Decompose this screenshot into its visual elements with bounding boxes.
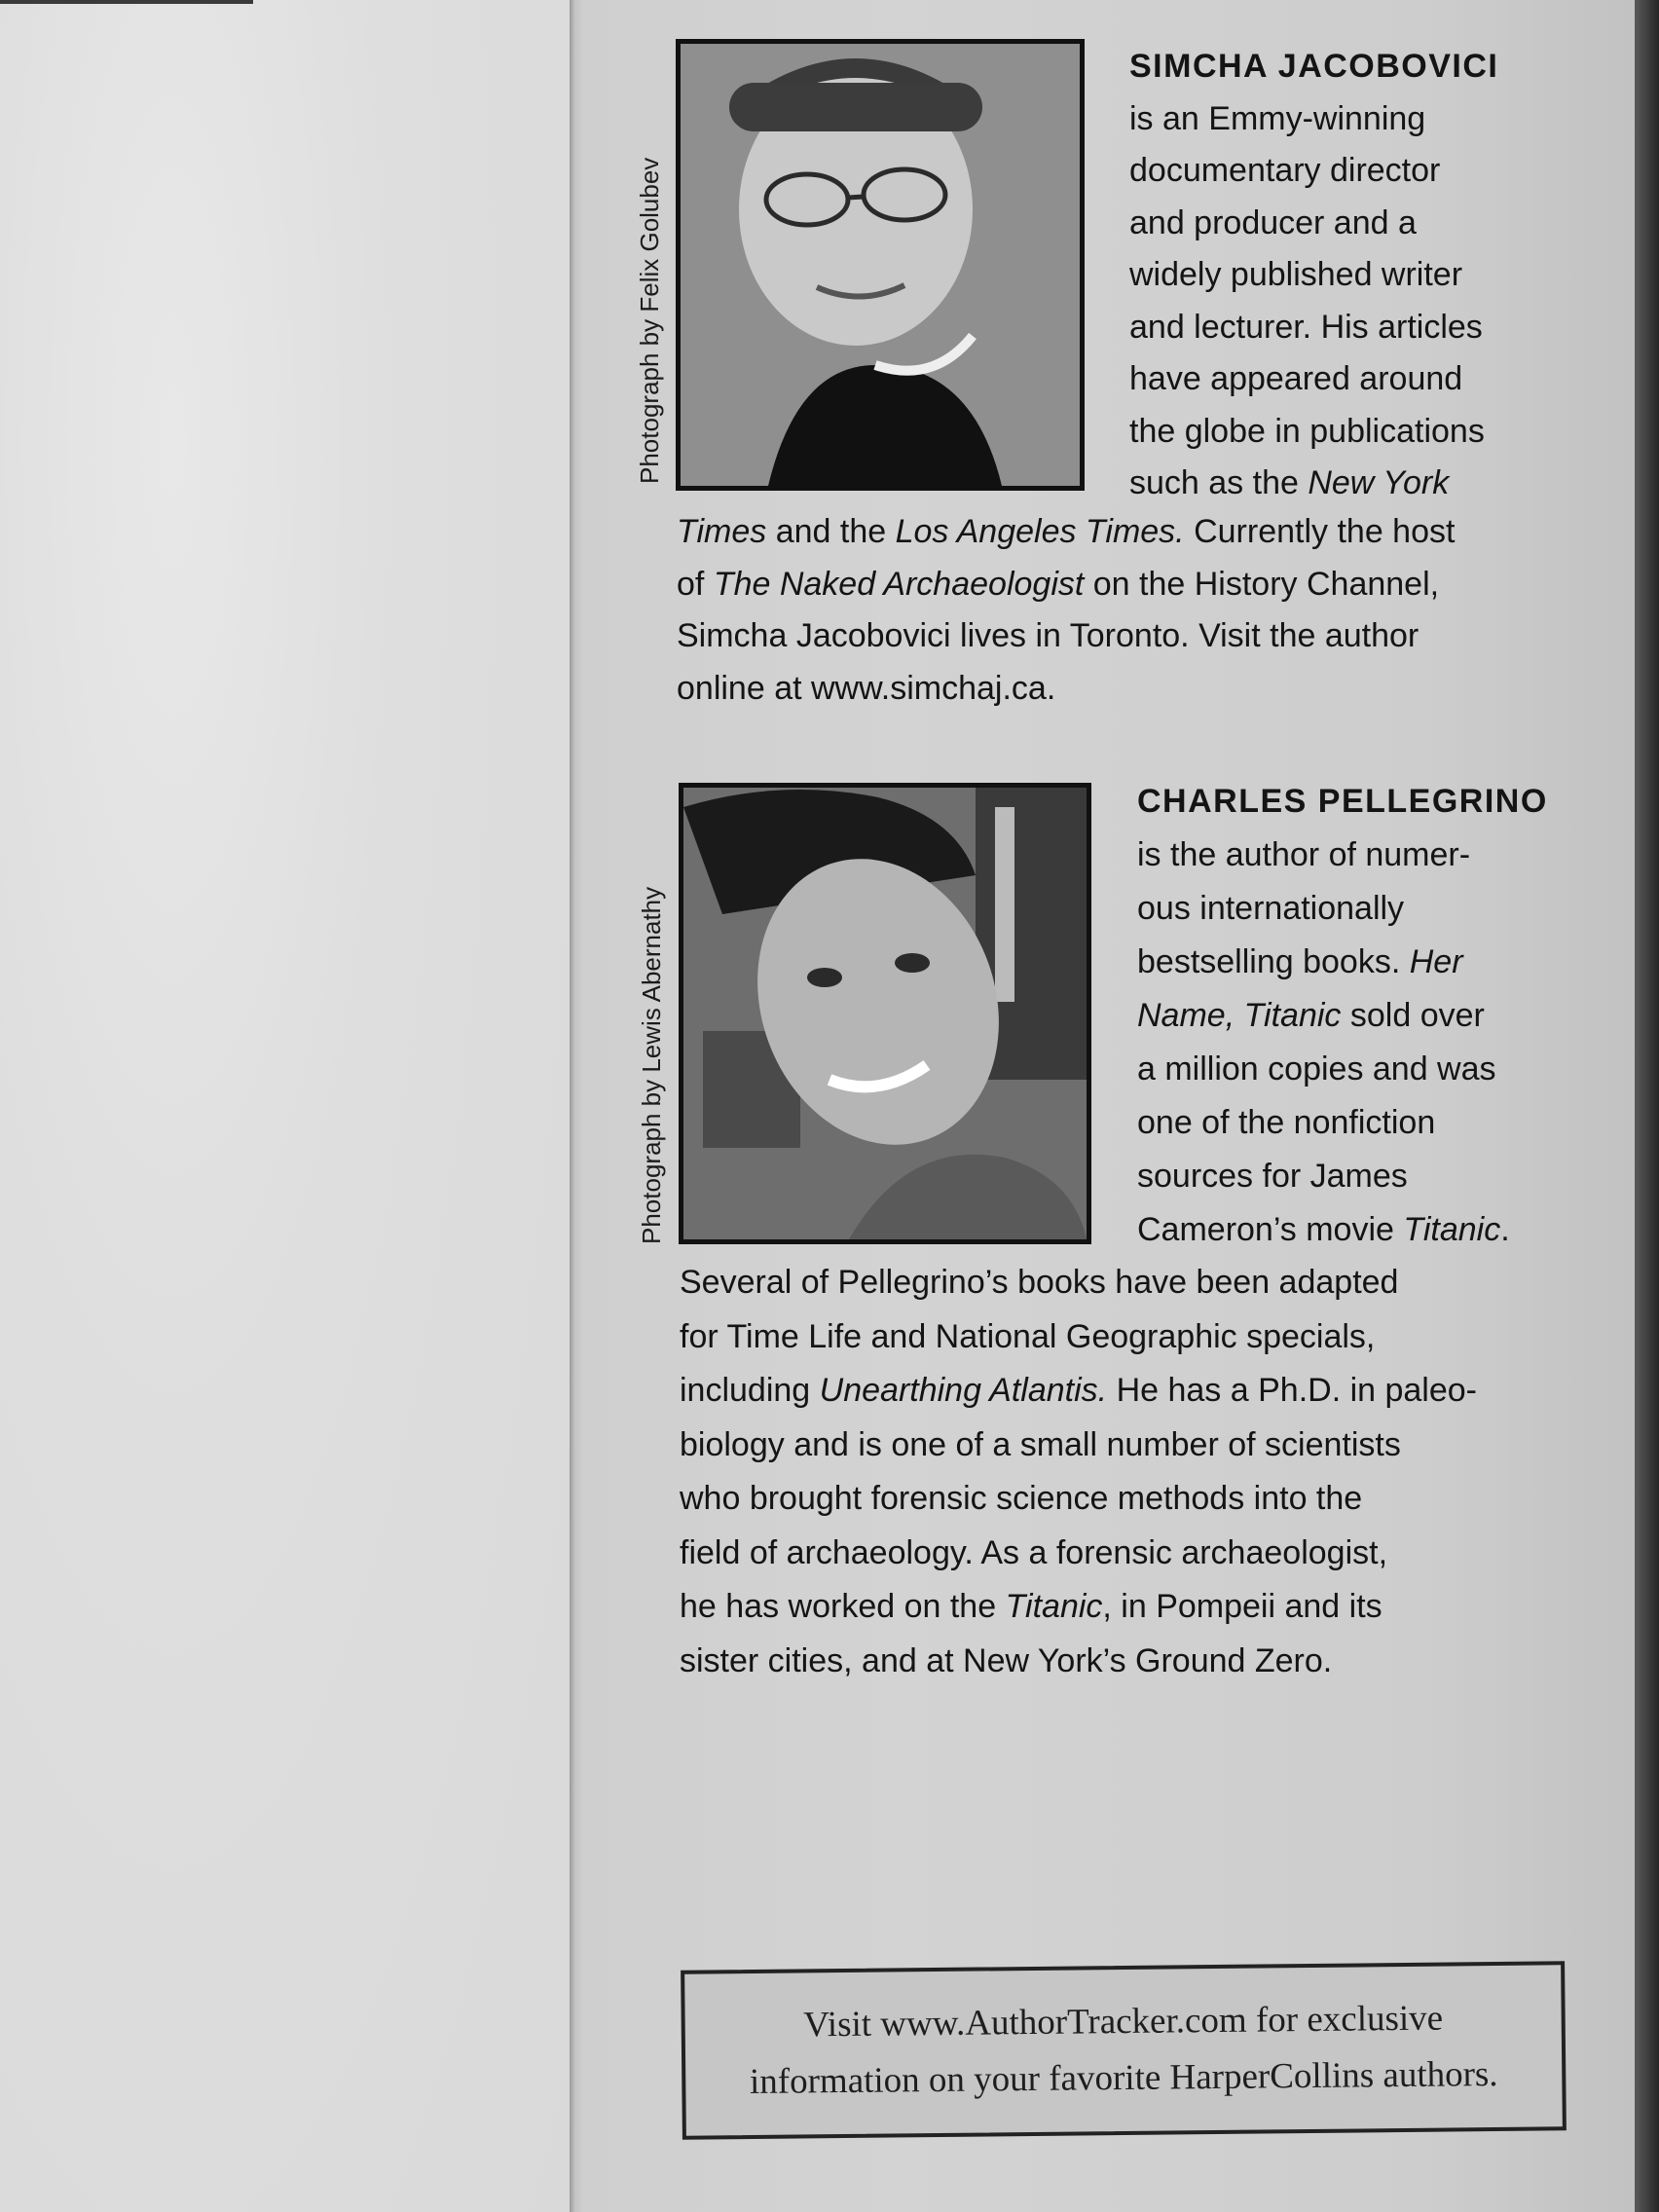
bio-line: have appeared around	[1129, 360, 1463, 397]
author-photo-pellegrino	[679, 783, 1091, 1244]
bio-line: Simcha Jacobovici lives in Toronto. Visit the author	[677, 617, 1419, 654]
author-bio-intro	[1137, 775, 1548, 1257]
author-name: CHARLES PELLEGRINO	[1137, 783, 1548, 820]
bio-line: sources for James	[1137, 1158, 1408, 1195]
bio-line: the globe in publications	[1129, 412, 1485, 450]
bio-line: and lecturer. His articles	[1129, 308, 1483, 346]
author-bio-body	[680, 1256, 1477, 1688]
bio-line: Several of Pellegrino’s books have been adapted	[680, 1264, 1399, 1301]
bio-line: for Time Life and National Geographic specials,	[680, 1317, 1376, 1355]
flap-edge-shadow	[1635, 0, 1659, 2212]
author-tracker-promo	[681, 1961, 1567, 2139]
author-name: SIMCHA JACOBOVICI	[1129, 48, 1499, 85]
book-gutter	[570, 0, 583, 2212]
bio-line: who brought forensic science methods into the	[680, 1480, 1363, 1517]
bio-line: documentary director	[1129, 152, 1441, 189]
bio-line: widely published writer	[1129, 256, 1463, 293]
bio-line: is the author of numer-	[1137, 836, 1471, 873]
blank-endpaper	[0, 0, 574, 2212]
author-photo-jacobovici	[676, 39, 1085, 491]
author-bio-intro	[1129, 41, 1498, 510]
bio-line: ous internationally	[1137, 890, 1405, 927]
bio-line: Name, Titanic sold over	[1137, 997, 1485, 1034]
bio-line: of The Naked Archaeologist on the History Channel,	[677, 565, 1440, 603]
bio-line: Times and the Los Angeles Times. Currently the host	[677, 513, 1456, 550]
bio-line: Cameron’s movie Titanic.	[1137, 1211, 1510, 1248]
bio-line: biology and is one of a small number of scientists	[680, 1425, 1401, 1463]
bio-line: online at www.simchaj.ca.	[677, 669, 1056, 707]
author-bio-body	[677, 506, 1455, 715]
photo-credit: Photograph by Lewis Abernathy	[637, 886, 666, 1244]
bio-line: and producer and a	[1129, 203, 1417, 241]
bio-line: he has worked on the Titanic, in Pompeii and its	[680, 1588, 1382, 1625]
bio-line: field of archaeology. As a forensic archaeologist,	[680, 1533, 1388, 1571]
portrait-figure-icon	[683, 788, 1087, 1239]
bio-line: one of the nonfiction	[1137, 1104, 1436, 1141]
bio-line: bestselling books. Her	[1137, 943, 1463, 980]
bio-line: sister cities, and at New York’s Ground Zero.	[680, 1641, 1333, 1679]
promo-line: information on your favorite HarperCollins authors.	[749, 2053, 1498, 2103]
bio-line: a million copies and was	[1137, 1051, 1496, 1088]
photo-credit: Photograph by Felix Golubev	[635, 157, 664, 484]
bio-line: including Unearthing Atlantis. He has a Ph.D. in paleo-	[680, 1372, 1478, 1409]
promo-line: Visit www.AuthorTracker.com for exclusive	[803, 1998, 1444, 2046]
bio-line: is an Emmy-winning	[1129, 99, 1426, 137]
bio-line: such as the New York	[1129, 464, 1450, 501]
portrait-figure-icon	[681, 44, 1080, 486]
